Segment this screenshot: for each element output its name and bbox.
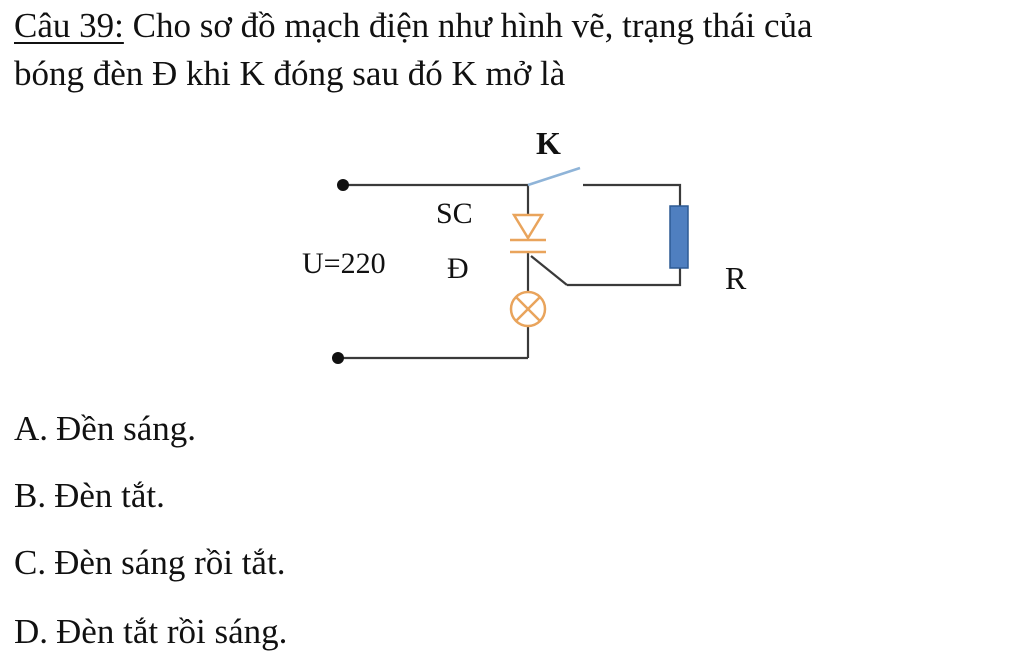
question-line-2: bóng đèn Đ khi K đóng sau đó K mở là bbox=[14, 54, 566, 93]
answer-letter: B. bbox=[14, 476, 47, 515]
thyristor-icon bbox=[510, 215, 546, 252]
resistor-icon bbox=[670, 206, 688, 268]
terminal-bottom-icon bbox=[332, 352, 344, 364]
lamp-icon bbox=[511, 292, 545, 326]
switch-label: K bbox=[536, 125, 561, 161]
resistor-label: R bbox=[725, 260, 747, 296]
scr-label: SC bbox=[436, 197, 473, 230]
answer-letter: C. bbox=[14, 543, 47, 582]
answer-letter: A. bbox=[14, 409, 49, 448]
switch-blade-icon bbox=[528, 168, 580, 185]
answer-option-a bbox=[14, 407, 196, 451]
answer-option-c bbox=[14, 541, 285, 585]
answer-option-d bbox=[14, 610, 287, 654]
lamp-label: Đ bbox=[447, 252, 469, 285]
answer-letter: D. bbox=[14, 612, 49, 651]
answer-text: Đèn sáng rồi tắt. bbox=[54, 543, 286, 582]
gate-lead bbox=[531, 256, 567, 285]
terminal-top-icon bbox=[337, 179, 349, 191]
question-stem-part-1: Cho sơ đồ mạch điện như hình vẽ, trạng thái của bbox=[123, 6, 813, 45]
answer-text: Đèn tắt. bbox=[54, 476, 165, 515]
wires bbox=[338, 185, 680, 358]
voltage-label: U=220 bbox=[302, 247, 386, 280]
answer-option-b bbox=[14, 474, 165, 518]
question-number: Câu 39: bbox=[14, 6, 124, 45]
right-branch-wire bbox=[567, 185, 680, 285]
answer-text: Đền sáng. bbox=[56, 409, 196, 448]
answer-text: Đèn tắt rồi sáng. bbox=[56, 612, 288, 651]
